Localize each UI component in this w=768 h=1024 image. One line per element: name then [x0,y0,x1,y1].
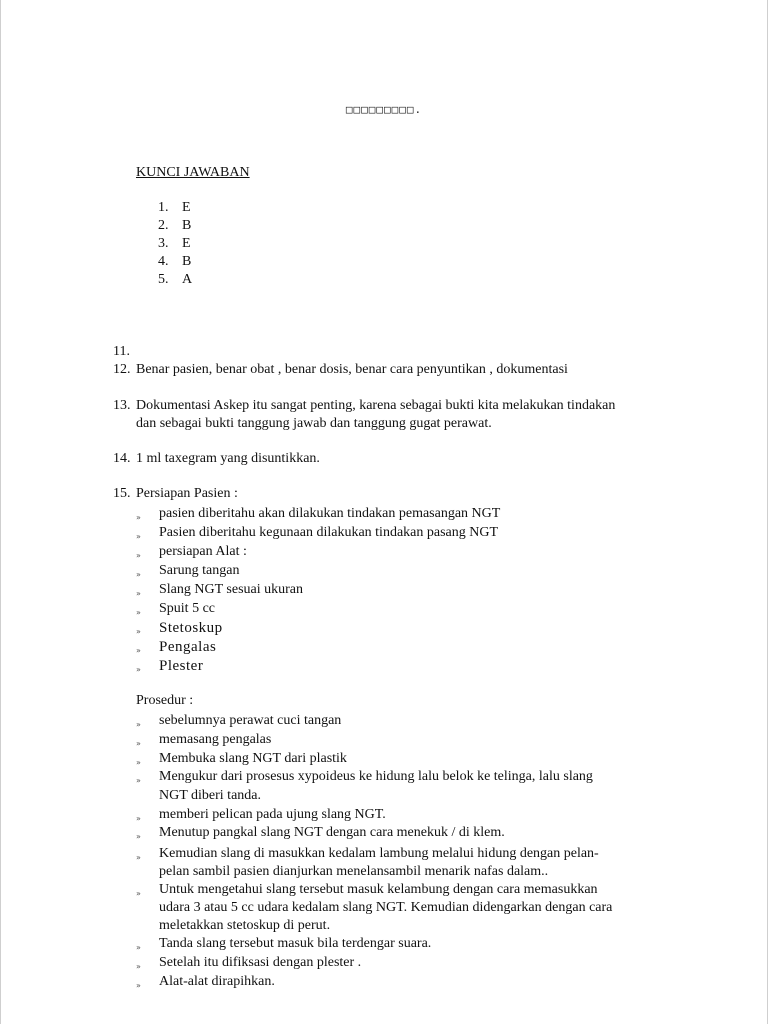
bullet-icon: » [136,665,141,674]
bullet-icon: » [136,720,141,729]
bullet-icon: » [136,889,141,898]
procedure-item-text: Untuk mengetahui slang tersebut masuk kelambung dengan cara memasukkan [159,882,598,897]
bullet-icon: » [136,814,141,823]
question-12-number: 12. [113,362,131,377]
answer-number: 5. [158,272,169,287]
bullet-icon: » [136,943,141,952]
header-placeholder: □□□□□□□□□. [345,103,423,116]
bullet-icon: » [136,739,141,748]
bullet-icon: » [136,962,141,971]
bullet-icon: » [136,532,141,541]
procedure-title: Prosedur : [136,693,194,708]
bullet-icon: » [136,853,141,862]
bullet-icon: » [136,551,141,560]
procedure-item-text: sebelumnya perawat cuci tangan [159,713,342,728]
prep-item-text: Slang NGT sesuai ukuran [159,582,303,597]
question-13-answer-line-2: dan sebagai bukti tanggung jawab dan tanggung gugat perawat. [136,416,492,431]
procedure-item-text: Kemudian slang di masukkan kedalam lambung melalui hidung dengan pelan- [159,846,599,861]
page-edge-left [0,0,1,1024]
question-13-answer-line-1: Dokumentasi Askep itu sangat penting, karena sebagai bukti kita melakukan tindakan [136,398,616,413]
answer-key-item-5 [158,271,192,289]
procedure-item-text: memasang pengalas [159,732,272,747]
procedure-item-text: Menutup pangkal slang NGT dengan cara menekuk / di klem. [159,825,505,840]
procedure-item-text: udara 3 atau 5 cc udara kedalam slang NGT. Kemudian didengarkan dengan cara [159,900,613,915]
procedure-item-text: pelan sambil pasien dianjurkan menelansambil menarik nafas dalam.. [159,864,549,879]
question-13-number: 13. [113,398,131,413]
bullet-icon: » [136,608,141,617]
question-11-number: 11. [113,344,130,359]
prep-item-text: Sarung tangan [159,563,240,578]
answer-number: 1. [158,200,169,215]
bullet-icon: » [136,776,141,785]
answer-number: 3. [158,236,169,251]
question-15-number: 15. [113,486,131,501]
bullet-icon: » [136,646,141,655]
prep-item-text: Plester [159,658,204,674]
answer-key-item-4 [158,253,192,271]
answer-key-list [158,199,192,289]
question-14-number: 14. [113,451,131,466]
procedure-item-text: Setelah itu difiksasi dengan plester . [159,955,362,970]
prep-item-text: pasien diberitahu akan dilakukan tindakan pemasangan NGT [159,506,501,521]
answer-key-heading: KUNCI JAWABAN [136,165,250,180]
procedure-item-text: memberi pelican pada ujung slang NGT. [159,807,386,822]
answer-key-item-2 [158,217,192,235]
bullet-icon: » [136,832,141,841]
bullet-icon: » [136,513,141,522]
bullet-icon: » [136,758,141,767]
procedure-item-text: Mengukur dari prosesus xypoideus ke hidung lalu belok ke telinga, lalu slang [159,769,593,784]
prep-item-text: Pengalas [159,639,217,655]
bullet-icon: » [136,627,141,636]
procedure-item-text: meletakkan stetoskup di perut. [159,918,331,933]
prep-item-text: Stetoskup [159,620,223,636]
answer-letter: B [182,218,192,233]
prep-item-text: persiapan Alat : [159,544,247,559]
question-14-answer: 1 ml taxegram yang disuntikkan. [136,451,320,466]
answer-number: 2. [158,218,169,233]
answer-number: 4. [158,254,169,269]
answer-key-item-3 [158,235,192,253]
procedure-item-text: NGT diberi tanda. [159,788,261,803]
procedure-item-text: Tanda slang tersebut masuk bila terdengar suara. [159,936,432,951]
answer-letter: E [182,236,191,251]
answer-letter: B [182,254,192,269]
bullet-icon: » [136,589,141,598]
answer-letter: E [182,200,191,215]
bullet-icon: » [136,570,141,579]
answer-letter: A [182,272,193,287]
preparation-title: Persiapan Pasien : [136,486,238,501]
answer-key-item-1 [158,199,192,217]
prep-item-text: Pasien diberitahu kegunaan dilakukan tindakan pasang NGT [159,525,499,540]
bullet-icon: » [136,981,141,990]
procedure-item-text: Alat-alat dirapihkan. [159,974,275,989]
question-12-answer: Benar pasien, benar obat , benar dosis, benar cara penyuntikan , dokumentasi [136,362,568,377]
procedure-item-text: Membuka slang NGT dari plastik [159,751,347,766]
prep-item-text: Spuit 5 cc [159,601,215,616]
